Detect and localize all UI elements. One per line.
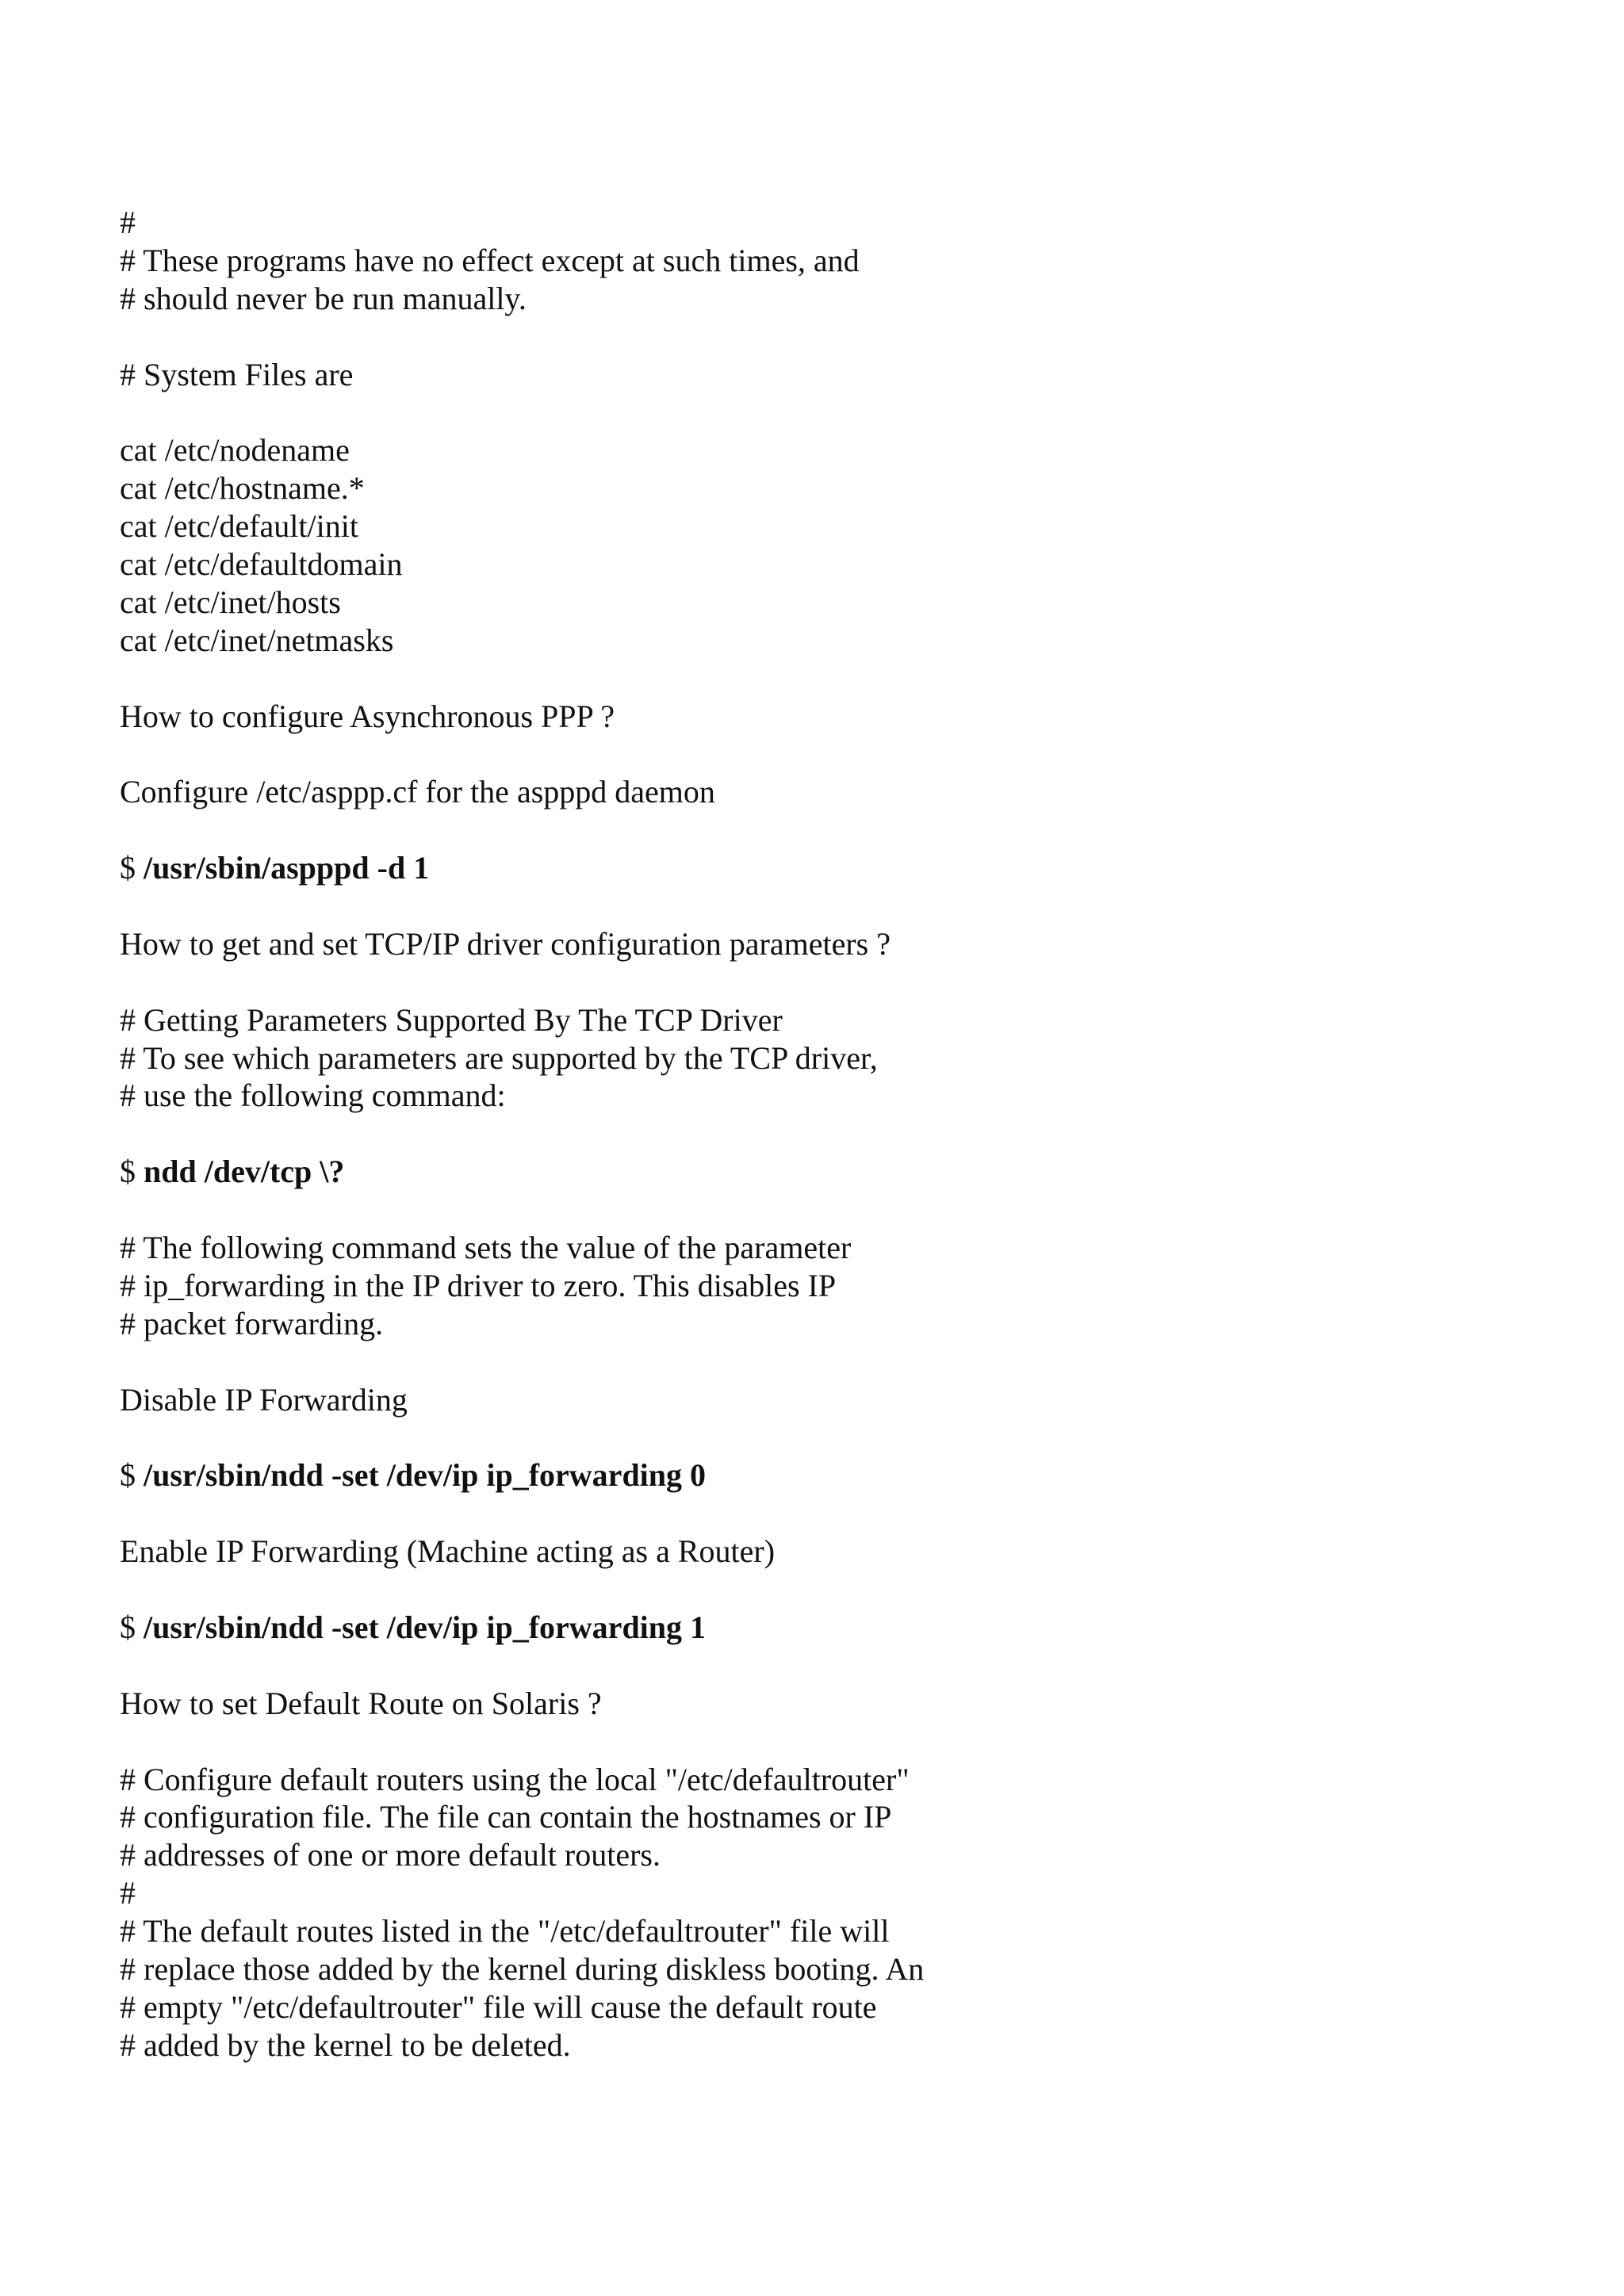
system-file-line: cat /etc/defaultdomain [120, 546, 403, 583]
tcp-question: How to get and set TCP/IP driver configuration parameters ? [120, 925, 891, 962]
spacer [120, 318, 1547, 356]
ppp-instruction: Configure /etc/asppp.cf for the aspppd daemon [120, 774, 715, 810]
comment-line: # addresses of one or more default routers. [120, 1837, 661, 1873]
comment-line: # use the following command: [120, 1077, 506, 1114]
ppp-command: /usr/sbin/aspppd -d 1 [144, 850, 430, 886]
comment-line: # replace those added by the kernel during diskless booting. An [120, 1950, 925, 1987]
spacer [120, 1191, 1547, 1229]
spacer [120, 660, 1547, 698]
disable-forwarding-heading: Disable IP Forwarding [120, 1381, 408, 1418]
comment-line: # The default routes listed in the "/etc/defaultrouter" file will [120, 1913, 890, 1950]
disable-command-line [120, 1456, 1547, 1494]
spacer [120, 1647, 1547, 1685]
ppp-question: How to configure Asynchronous PPP ? [120, 698, 615, 734]
tcp-command-line [120, 1153, 1547, 1191]
system-file-line: cat /etc/nodename [120, 432, 350, 469]
document-body [120, 204, 1547, 2064]
enable-command-line [120, 1609, 1547, 1647]
spacer [120, 811, 1547, 849]
system-file-line: cat /etc/inet/netmasks [120, 622, 394, 658]
shell-prompt: $ [120, 1609, 144, 1645]
comment-line: # These programs have no effect except at such times, and [120, 242, 860, 278]
enable-forwarding-command: /usr/sbin/ndd -set /dev/ip ip_forwarding 1 [144, 1609, 707, 1645]
spacer [120, 1494, 1547, 1533]
spacer [120, 1571, 1547, 1609]
comment-line: # ip_forwarding in the IP driver to zero. This disables IP [120, 1267, 837, 1303]
spacer [120, 735, 1547, 773]
shell-prompt: $ [120, 1154, 144, 1190]
enable-forwarding-heading: Enable IP Forwarding (Machine acting as a Router) [120, 1533, 776, 1570]
shell-prompt: $ [120, 1457, 144, 1494]
comment-line: # Getting Parameters Supported By The TCP Driver [120, 1001, 783, 1038]
system-file-line: cat /etc/inet/hosts [120, 584, 341, 620]
spacer [120, 1343, 1547, 1381]
comment-line: # added by the kernel to be deleted. [120, 2026, 571, 2063]
shell-prompt: $ [120, 850, 144, 886]
comment-line: # empty "/etc/defaultrouter" file will cause the default route [120, 1988, 877, 2025]
system-file-line: cat /etc/hostname.* [120, 470, 365, 507]
spacer [120, 887, 1547, 925]
spacer [120, 1419, 1547, 1457]
system-files-heading: # System Files are [120, 356, 354, 392]
tcp-command: ndd /dev/tcp \? [144, 1154, 345, 1190]
comment-line: # configuration file. The file can contain the hostnames or IP [120, 1799, 892, 1835]
ppp-command-line [120, 849, 1547, 887]
system-file-line: cat /etc/default/init [120, 508, 358, 545]
comment-line: # To see which parameters are supported by the TCP driver, [120, 1039, 878, 1076]
comment-line: # Configure default routers using the local "/etc/defaultrouter" [120, 1761, 910, 1797]
comment-line: # [120, 1875, 136, 1911]
spacer [120, 393, 1547, 431]
spacer [120, 963, 1547, 1001]
disable-forwarding-command: /usr/sbin/ndd -set /dev/ip ip_forwarding 0 [144, 1457, 707, 1494]
spacer [120, 1723, 1547, 1761]
comment-line: # [120, 205, 136, 240]
comment-line: # should never be run manually. [120, 280, 527, 316]
comment-line: # packet forwarding. [120, 1305, 384, 1341]
route-question: How to set Default Route on Solaris ? [120, 1685, 602, 1721]
spacer [120, 1115, 1547, 1153]
comment-line: # The following command sets the value of the parameter [120, 1230, 852, 1266]
